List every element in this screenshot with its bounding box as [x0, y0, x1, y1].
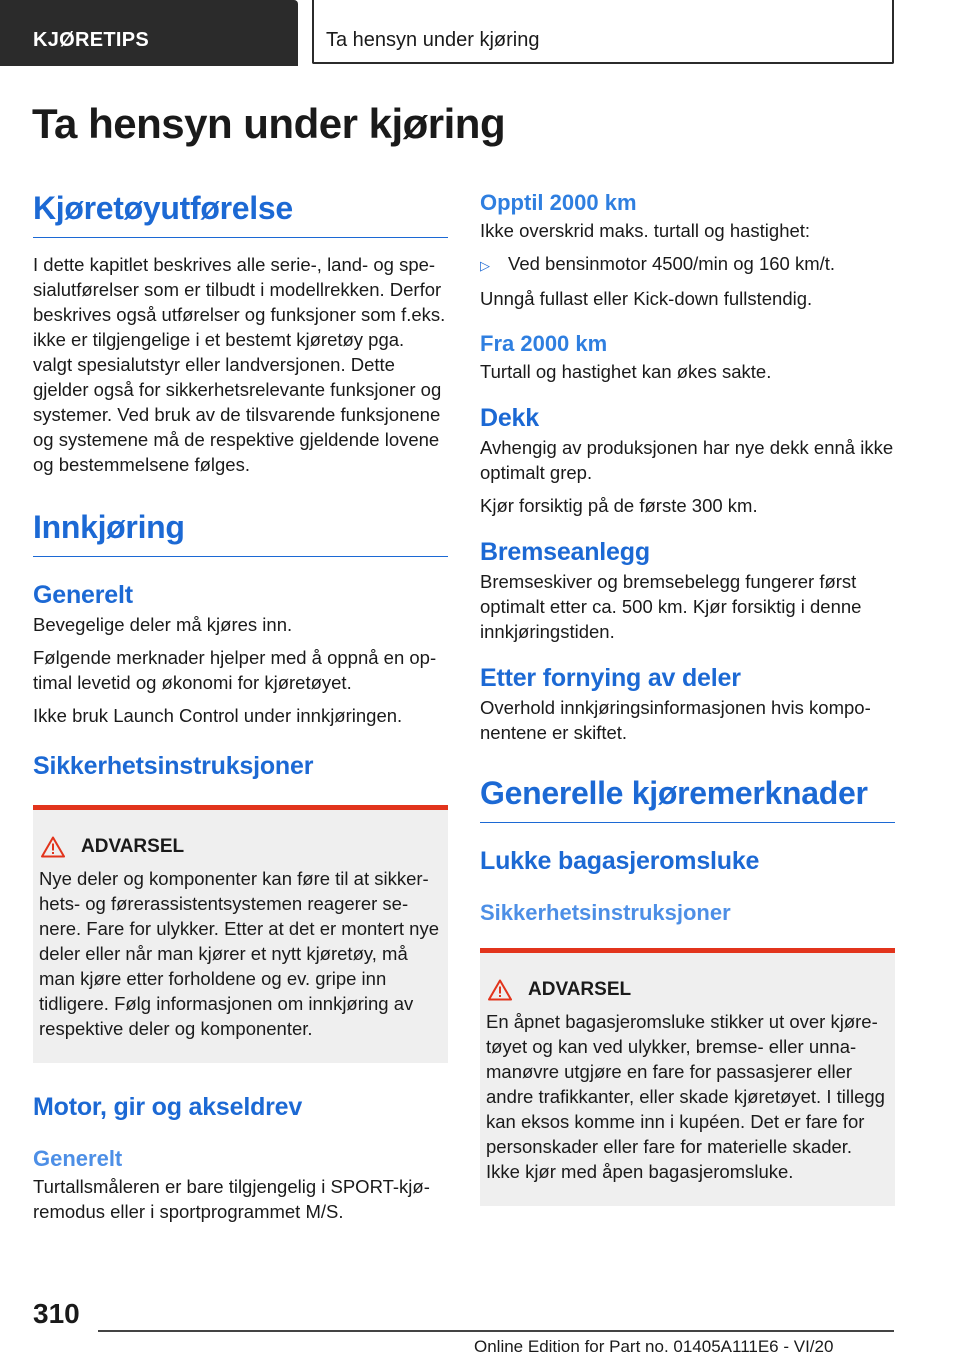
heading-safety-instructions-2: Sikkerhetsinstruksjoner: [480, 900, 731, 925]
warning-label-2: ADVARSEL: [528, 979, 632, 1000]
warning-box-2: [480, 948, 895, 1206]
warning-header: [39, 836, 440, 858]
warning-triangle-icon: [41, 836, 65, 858]
warning-text-2: En åpnet bagasjeromsluke stikker ut over kjøretøyet og kan ved ulykker, bremse- eller unnamanøvre utgjøre en fare for passasjerer eller andre trafikkanter, eller skade kjøretøyet. I tillegg kan eksos komme inn i kupéen. Det er fare for personskader eller fare for materielle skader. Ikke kjør med åpen bagasjeromsluke.: [486, 1011, 885, 1182]
footer-divider: [98, 1330, 894, 1332]
warning-label: ADVARSEL: [81, 836, 185, 857]
paragraph-tires-1: Avhengig av produksjonen har nye dekk ennå ikke optimalt grep.: [480, 437, 894, 483]
heading-general-driving-notes: Generelle kjøremerknader: [480, 775, 895, 823]
paragraph-brakes: Bremseskiver og bremsebelegg fungerer først optimalt etter ca. 500 km. Kjør forsiktig i denne innkjøringstiden.: [480, 571, 862, 642]
page-title: Ta hensyn under kjøring: [32, 100, 506, 147]
section-tab: [0, 0, 298, 66]
chapter-label: Ta hensyn under kjøring: [326, 29, 540, 51]
warning-triangle-icon: [488, 979, 512, 1001]
heading-brakes: Bremseanlegg: [480, 538, 650, 566]
section-label: KJØRETIPS: [33, 29, 150, 51]
page-number: 310: [33, 1298, 80, 1329]
heading-break-in: Innkjøring: [33, 509, 448, 557]
heading-after-part-replacement: Etter fornying av deler: [480, 664, 741, 692]
paragraph-tires-2: Kjør forsiktig på de første 300 km.: [480, 495, 758, 516]
heading-general: Generelt: [33, 581, 133, 609]
heading-safety-instructions: Sikkerhetsinstruksjoner: [33, 752, 314, 780]
chapter-tab: [312, 0, 894, 64]
page-header: [0, 0, 960, 66]
footer-edition: Online Edition for Part no. 01405A111E6 - VI/20: [474, 1337, 834, 1356]
paragraph-from: Turtall og hastighet kan økes sakte.: [480, 361, 772, 382]
bullet-item: [480, 251, 895, 278]
bullet-text: Ved bensinmotor 4500/min og 160 km/t.: [508, 253, 836, 274]
heading-engine: Motor, gir og akseldrev: [33, 1093, 303, 1121]
heading-tires: Dekk: [480, 404, 539, 432]
warning-header-2: [486, 979, 887, 1001]
paragraph-engine: Turtallsmåleren er bare tilgjengelig i SPORT-kjøremodus eller i sportprogrammet M/S.: [33, 1176, 430, 1222]
right-column: [480, 190, 895, 1206]
warning-box: [33, 805, 448, 1063]
heading-up-to-2000km: Opptil 2000 km: [480, 190, 637, 215]
paragraph-general-2: Følgende merknader hjelper med å oppnå en optimal levetid og økonomi for kjøretøyet.: [33, 647, 437, 693]
heading-from-2000km: Fra 2000 km: [480, 331, 608, 356]
paragraph-after: Overhold innkjøringsinformasjonen hvis komponentene er skiftet.: [480, 697, 871, 743]
paragraph-general-3: Ikke bruk Launch Control under innkjøringen.: [33, 705, 403, 726]
paragraph-general-1: Bevegelige deler må kjøres inn.: [33, 614, 293, 635]
heading-close-tailgate: Lukke bagasjeromsluke: [480, 847, 760, 875]
heading-engine-general: Generelt: [33, 1146, 123, 1171]
heading-vehicle-design: Kjøretøyutførelse: [33, 190, 448, 238]
paragraph-vehicle-design: I dette kapitlet beskrives alle serie-, land- og spesialutførelser som er tilbudt i modellrekken. Derfor beskrives også utførelser og funksjoner som f.eks. ikke er tilgjengelige i et bestemt kjøretøy pga. valgt spesialutstyr eller landversjonen. Dette gjelder også for sikkerhetsrelevante funksjoner og systemer. Ved bruk av de tilsvarende funksjonene og systemene må de respektive gjeldende lovene og bestemmelsene følges.: [33, 254, 446, 475]
left-column: [33, 190, 448, 1224]
paragraph-up-to-2: Unngå fullast eller Kick-down fullstendig.: [480, 288, 813, 309]
warning-text: Nye deler og komponenter kan føre til at sikkerhets- og førerassistentsystemen reagerer senere. Fare for ulykker. Etter at det er montert nye deler eller når man kjører et nytt kjøretøy, må man kjøre etter forholdene og ev. gripe inn tidligere. Følg informasjonen om innkjøring av respektive deler og komponenter.: [39, 868, 439, 1039]
paragraph-up-to: Ikke overskrid maks. turtall og hastighet:: [480, 220, 811, 241]
triangle-bullet-icon: ▷: [480, 258, 490, 273]
